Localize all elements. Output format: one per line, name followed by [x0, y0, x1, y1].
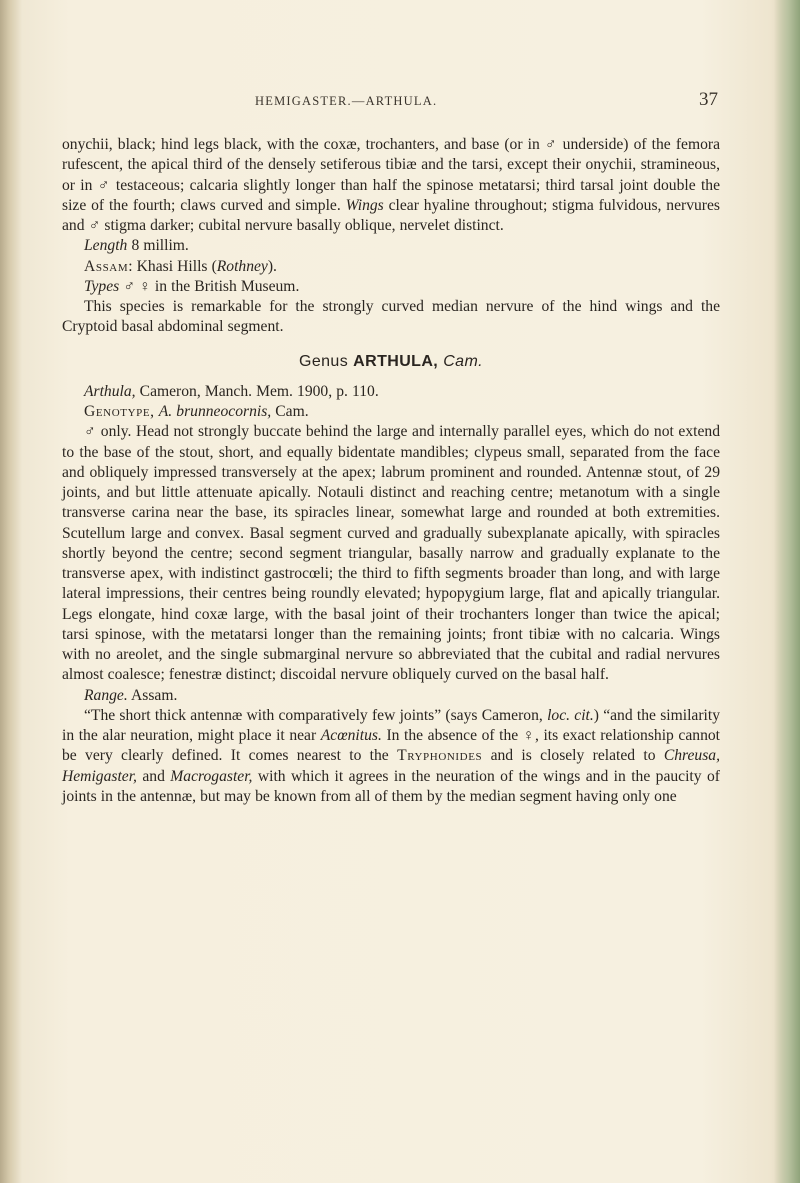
relationship-note: “The short thick antennæ with comparatively few joints” (says Cameron, loc. cit.) “and the similarity in the alar neuration, might place it near Acœnitus. In the absence of the ♀, its exact relationship cannot be very clearly defined. It comes nearest to the Tryphonides and is closely related to Chreusa, Hemigaster, and Macrogaster, with which it agrees in the neuration of the wings and in the paucity of joints in the antennæ, but may be known from all of them by the median segment having only one	[62, 706, 720, 805]
genus-citation: Arthula, Cameron, Manch. Mem. 1900, p. 110.	[84, 382, 379, 400]
body-text	[62, 135, 720, 807]
range-label: Range.	[84, 686, 128, 704]
page-header	[60, 89, 720, 114]
wings-label: Wings	[345, 196, 384, 214]
paragraph-legs: onychii, black; hind legs black, with the coxæ, trochanters, and base (or in ♂ underside) of the femora rufescent, the apical third of the densely setiferous tibiæ and the tarsi, except their onychii, stramineous, or in ♂ testaceous; calcaria slightly longer than half the spinose metatarsi; third tarsal joint double the size of the fourth; claws curved and simple. Wings clear hyaline throughout; stigma fulvidous, nervures and ♂ stigma darker; cubital nervure basally oblique, nervelet distinct.	[62, 136, 720, 234]
page-edge-right	[774, 0, 800, 1183]
paragraph-length: Length 8 millim.	[84, 237, 189, 255]
page-binding-shadow	[0, 0, 22, 1183]
paragraph-locality: Assam: Khasi Hills (Rothney).	[84, 257, 277, 275]
paragraph-remarks: This species is remarkable for the strongly curved median nervure of the hind wings and the Cryptoid basal abdominal segment.	[62, 298, 720, 336]
running-head: HEMIGASTER.—ARTHULA.	[255, 94, 438, 108]
locality-label: Assam	[84, 257, 129, 275]
genus-description: ♂ only. Head not strongly buccate behind the large and internally parallel eyes, which do not extend to the base of the stout, short, and equally bidentate mandibles; clypeus small, separated from the face and obliquely impressed transversely at the apex; labrum prominent and rounded. Antennæ stout, of 29 joints, and but little attenuate apically. Notauli distinct and reaching centre; metanotum with a single transverse carina near the base, its spiracles linear, somewhat large and rounded at both extremities. Scutellum large and convex. Basal segment curved and gradually subexplanate apically, with spiracles shortly beyond the centre; second segment triangular, basally narrow and gradually explanate to the transverse apex, with indistinct gastrocœli; the third to fifth segments broader than long, and with large lateral impressions, their centres being roundly elevated; hypopygium large, flat and apically triangular. Legs elongate, hind coxæ large, with the basal joint of their trochanters longer than twice the apical; tarsi spinose, with the metatarsi longer than the remaining joints; front tibiæ with no calcaria. Wings with no areolet, and the single submarginal nervure so abbreviated that the cubital and radial nervures almost coalesce; fenestræ distinct; discoidal nervure obliquely curved on the basal half.	[62, 423, 720, 684]
page-number: 37	[699, 89, 718, 110]
genus-heading: Genus ARTHULA, Cam.	[298, 352, 484, 370]
genotype-label: Genotype,	[84, 403, 155, 420]
types-label: Types	[84, 277, 120, 295]
genotype-line: Genotype, A. brunneocornis, Cam.	[84, 403, 309, 420]
length-label: Length	[84, 237, 128, 255]
range-line: Range. Assam.	[84, 686, 178, 704]
paragraph-types: Types ♂ ♀ in the British Museum.	[84, 277, 300, 295]
